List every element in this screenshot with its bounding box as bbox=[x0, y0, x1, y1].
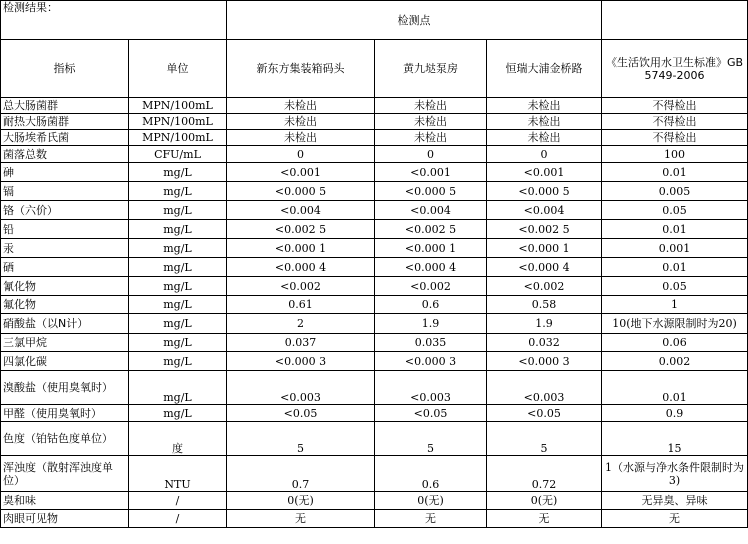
value-cell: 未检出 bbox=[227, 130, 375, 146]
value-cell: 0.7 bbox=[227, 456, 375, 492]
unit-header: 单位 bbox=[129, 40, 227, 98]
standard-cell: 1（水源与净水条件限制时为3) bbox=[602, 456, 748, 492]
standard-header-top bbox=[602, 1, 748, 40]
indicator-cell: 菌落总数 bbox=[1, 146, 129, 163]
table-row bbox=[1, 98, 748, 114]
unit-cell: mg/L bbox=[129, 296, 227, 314]
standard-cell: 0.01 bbox=[602, 258, 748, 277]
unit-cell: mg/L bbox=[129, 314, 227, 334]
value-cell: 0.037 bbox=[227, 334, 375, 352]
table-row bbox=[1, 258, 748, 277]
value-cell: <0.000 5 bbox=[227, 182, 375, 201]
unit-cell: MPN/100mL bbox=[129, 114, 227, 130]
value-cell: 5 bbox=[375, 422, 487, 456]
table-row bbox=[1, 146, 748, 163]
value-cell: <0.000 4 bbox=[375, 258, 487, 277]
unit-cell: mg/L bbox=[129, 182, 227, 201]
standard-header: 《生活饮用水卫生标准》GB5749-2006 bbox=[602, 40, 748, 98]
indicator-cell: 三氯甲烷 bbox=[1, 334, 129, 352]
value-cell: 0.032 bbox=[487, 334, 602, 352]
table-row bbox=[1, 510, 748, 528]
unit-cell: mg/L bbox=[129, 258, 227, 277]
value-cell: 0 bbox=[227, 146, 375, 163]
standard-cell: 无 bbox=[602, 510, 748, 528]
value-cell: 0.72 bbox=[487, 456, 602, 492]
unit-cell: mg/L bbox=[129, 277, 227, 296]
standard-cell: 0.06 bbox=[602, 334, 748, 352]
standard-cell: 0.005 bbox=[602, 182, 748, 201]
value-cell: 未检出 bbox=[487, 130, 602, 146]
value-cell: 0(无) bbox=[375, 492, 487, 510]
indicator-cell: 甲醛（使用臭氧时） bbox=[1, 405, 129, 422]
indicator-cell: 铅 bbox=[1, 220, 129, 239]
value-cell: <0.004 bbox=[227, 201, 375, 220]
standard-cell: 0.01 bbox=[602, 220, 748, 239]
value-cell: 0.58 bbox=[487, 296, 602, 314]
value-cell: 未检出 bbox=[375, 98, 487, 114]
value-cell: <0.004 bbox=[375, 201, 487, 220]
unit-cell: CFU/mL bbox=[129, 146, 227, 163]
unit-cell: mg/L bbox=[129, 405, 227, 422]
standard-cell: 100 bbox=[602, 146, 748, 163]
standard-cell: 0.05 bbox=[602, 277, 748, 296]
value-cell: <0.000 3 bbox=[227, 352, 375, 371]
value-cell: <0.000 5 bbox=[487, 182, 602, 201]
header-row-2 bbox=[1, 40, 748, 98]
indicator-cell: 总大肠菌群 bbox=[1, 98, 129, 114]
indicator-cell: 四氯化碳 bbox=[1, 352, 129, 371]
value-cell: <0.001 bbox=[487, 163, 602, 182]
table-row bbox=[1, 334, 748, 352]
unit-cell: mg/L bbox=[129, 239, 227, 258]
points-label: 检测点 bbox=[227, 1, 602, 40]
unit-cell: MPN/100mL bbox=[129, 130, 227, 146]
results-label: 检测结果： bbox=[1, 1, 227, 40]
value-cell: <0.000 4 bbox=[487, 258, 602, 277]
table-row bbox=[1, 422, 748, 456]
table-row bbox=[1, 277, 748, 296]
standard-cell: 0.05 bbox=[602, 201, 748, 220]
value-cell: 未检出 bbox=[375, 130, 487, 146]
value-cell: 1.9 bbox=[487, 314, 602, 334]
value-cell: <0.000 1 bbox=[375, 239, 487, 258]
value-cell: 未检出 bbox=[227, 114, 375, 130]
value-cell: 1.9 bbox=[375, 314, 487, 334]
standard-cell: 0.002 bbox=[602, 352, 748, 371]
table-row bbox=[1, 114, 748, 130]
value-cell: 0(无) bbox=[487, 492, 602, 510]
value-cell: 无 bbox=[375, 510, 487, 528]
value-cell: <0.05 bbox=[375, 405, 487, 422]
standard-cell: 不得检出 bbox=[602, 114, 748, 130]
value-cell: <0.000 3 bbox=[375, 352, 487, 371]
unit-cell: / bbox=[129, 510, 227, 528]
indicator-cell: 镉 bbox=[1, 182, 129, 201]
value-cell: 未检出 bbox=[487, 114, 602, 130]
standard-cell: 0.9 bbox=[602, 405, 748, 422]
unit-cell: mg/L bbox=[129, 201, 227, 220]
unit-cell: MPN/100mL bbox=[129, 98, 227, 114]
value-cell: 0.6 bbox=[375, 296, 487, 314]
table-row bbox=[1, 220, 748, 239]
indicator-cell: 氟化物 bbox=[1, 296, 129, 314]
unit-cell: mg/L bbox=[129, 352, 227, 371]
indicator-cell: 硝酸盐（以N计） bbox=[1, 314, 129, 334]
value-cell: 5 bbox=[227, 422, 375, 456]
value-cell: <0.05 bbox=[487, 405, 602, 422]
value-cell: 0.035 bbox=[375, 334, 487, 352]
standard-cell: 无异臭、异味 bbox=[602, 492, 748, 510]
value-cell: <0.003 bbox=[487, 371, 602, 405]
standard-cell: 不得检出 bbox=[602, 130, 748, 146]
value-cell: <0.000 1 bbox=[227, 239, 375, 258]
value-cell: <0.001 bbox=[227, 163, 375, 182]
indicator-cell: 肉眼可见物 bbox=[1, 510, 129, 528]
value-cell: 0(无) bbox=[227, 492, 375, 510]
value-cell: 0 bbox=[487, 146, 602, 163]
value-cell: <0.002 bbox=[375, 277, 487, 296]
standard-cell: 10(地下水源限制时为20) bbox=[602, 314, 748, 334]
unit-cell: mg/L bbox=[129, 334, 227, 352]
unit-cell: mg/L bbox=[129, 163, 227, 182]
standard-cell: 0.01 bbox=[602, 371, 748, 405]
value-cell: 未检出 bbox=[227, 98, 375, 114]
value-cell: <0.000 4 bbox=[227, 258, 375, 277]
standard-cell: 不得检出 bbox=[602, 98, 748, 114]
value-cell: <0.000 3 bbox=[487, 352, 602, 371]
site-header: 新东方集装箱码头 bbox=[227, 40, 375, 98]
indicator-cell: 色度（铂钴色度单位） bbox=[1, 422, 129, 456]
unit-cell: 度 bbox=[129, 422, 227, 456]
value-cell: <0.002 5 bbox=[227, 220, 375, 239]
unit-cell: mg/L bbox=[129, 371, 227, 405]
site-header: 黄九垯泵房 bbox=[375, 40, 487, 98]
table-row bbox=[1, 201, 748, 220]
indicator-cell: 大肠埃希氏菌 bbox=[1, 130, 129, 146]
value-cell: <0.003 bbox=[375, 371, 487, 405]
table-row bbox=[1, 352, 748, 371]
value-cell: <0.002 5 bbox=[487, 220, 602, 239]
value-cell: <0.002 5 bbox=[375, 220, 487, 239]
standard-cell: 1 bbox=[602, 296, 748, 314]
value-cell: 0.6 bbox=[375, 456, 487, 492]
indicator-cell: 耐热大肠菌群 bbox=[1, 114, 129, 130]
value-cell: 未检出 bbox=[375, 114, 487, 130]
value-cell: <0.004 bbox=[487, 201, 602, 220]
site-header: 恒瑞大浦金桥路 bbox=[487, 40, 602, 98]
indicator-cell: 氰化物 bbox=[1, 277, 129, 296]
table-row bbox=[1, 130, 748, 146]
value-cell: <0.003 bbox=[227, 371, 375, 405]
indicator-cell: 浑浊度（散射浑浊度单位） bbox=[1, 456, 129, 492]
standard-cell: 15 bbox=[602, 422, 748, 456]
indicator-cell: 溴酸盐（使用臭氧时） bbox=[1, 371, 129, 405]
table-row bbox=[1, 405, 748, 422]
header-row-1 bbox=[1, 1, 748, 40]
unit-cell: mg/L bbox=[129, 220, 227, 239]
value-cell: 2 bbox=[227, 314, 375, 334]
table-row bbox=[1, 296, 748, 314]
table-row bbox=[1, 163, 748, 182]
table-row bbox=[1, 456, 748, 492]
indicator-header: 指标 bbox=[1, 40, 129, 98]
indicator-cell: 铬（六价） bbox=[1, 201, 129, 220]
value-cell: 无 bbox=[227, 510, 375, 528]
unit-cell: NTU bbox=[129, 456, 227, 492]
value-cell: <0.002 bbox=[487, 277, 602, 296]
value-cell: <0.000 5 bbox=[375, 182, 487, 201]
table-row bbox=[1, 182, 748, 201]
value-cell: 0 bbox=[375, 146, 487, 163]
value-cell: 无 bbox=[487, 510, 602, 528]
standard-cell: 0.01 bbox=[602, 163, 748, 182]
value-cell: <0.000 1 bbox=[487, 239, 602, 258]
indicator-cell: 臭和味 bbox=[1, 492, 129, 510]
table-row bbox=[1, 314, 748, 334]
value-cell: <0.001 bbox=[375, 163, 487, 182]
table-row bbox=[1, 371, 748, 405]
standard-cell: 0.001 bbox=[602, 239, 748, 258]
value-cell: <0.002 bbox=[227, 277, 375, 296]
value-cell: <0.05 bbox=[227, 405, 375, 422]
indicator-cell: 汞 bbox=[1, 239, 129, 258]
unit-cell: / bbox=[129, 492, 227, 510]
value-cell: 未检出 bbox=[487, 98, 602, 114]
indicator-cell: 砷 bbox=[1, 163, 129, 182]
indicator-cell: 硒 bbox=[1, 258, 129, 277]
table-row bbox=[1, 492, 748, 510]
value-cell: 0.61 bbox=[227, 296, 375, 314]
value-cell: 5 bbox=[487, 422, 602, 456]
table-row bbox=[1, 239, 748, 258]
